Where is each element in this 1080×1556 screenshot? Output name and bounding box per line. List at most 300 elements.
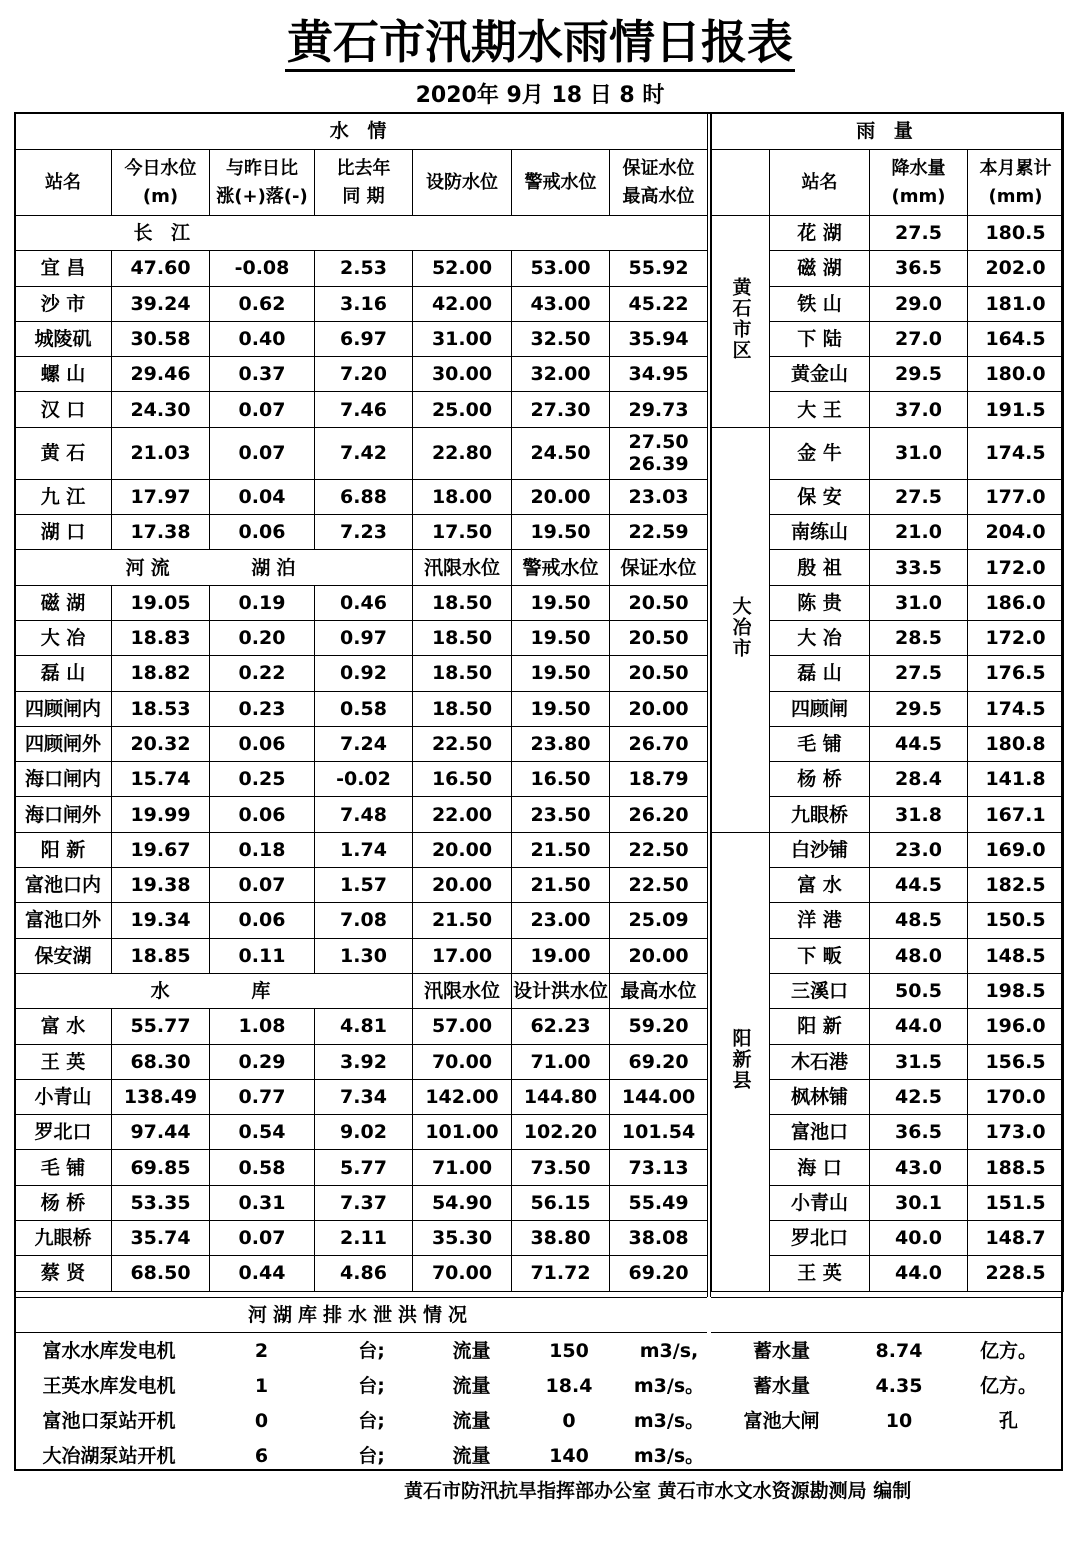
rain-district-name: 大冶市 (729, 595, 752, 659)
water-row (15, 1185, 708, 1220)
water-value: 45.22 (610, 286, 708, 321)
water-value: 18.53 (112, 691, 210, 726)
water-row (15, 691, 708, 726)
water-value: 23.50 (512, 797, 610, 832)
rain-value: 31.0 (870, 427, 968, 479)
water-station-name: 阳 新 (15, 832, 112, 867)
discharge-cell (954, 1438, 1063, 1473)
water-value: 25.00 (413, 392, 512, 427)
rain-value: 198.5 (968, 973, 1064, 1008)
water-row (15, 1044, 708, 1079)
water-value: 0.31 (210, 1185, 315, 1220)
water-value: 6.88 (315, 479, 413, 514)
rain-value: 44.5 (870, 726, 968, 761)
rain-station-name: 罗北口 (770, 1221, 870, 1256)
water-row (15, 832, 708, 867)
discharge-cell: 王英水库发电机 (42, 1374, 176, 1397)
water-value: 22.80 (413, 427, 512, 479)
water-value: 7.23 (315, 515, 413, 550)
water-value: 0.04 (210, 479, 315, 514)
rain-station-name: 四顾闸 (770, 691, 870, 726)
rain-value: 176.5 (968, 656, 1064, 691)
rain-station-name: 南练山 (770, 515, 870, 550)
water-station-name: 宜 昌 (15, 251, 112, 286)
rain-value: 29.5 (870, 357, 968, 392)
rain-section-title: 雨 量 (712, 113, 1064, 150)
discharge-cell: 18.4 (545, 1374, 593, 1397)
water-value: 55.92 (610, 251, 708, 286)
rain-value: 27.5 (870, 656, 968, 691)
water-value: 47.60 (112, 251, 210, 286)
rain-value: 204.0 (968, 515, 1064, 550)
rain-value: 50.5 (870, 973, 968, 1008)
rain-station-name: 大 冶 (770, 620, 870, 655)
water-value: 16.50 (413, 762, 512, 797)
water-value: 97.44 (112, 1115, 210, 1150)
water-station-name: 小青山 (15, 1079, 112, 1114)
water-value: 1.57 (315, 868, 413, 903)
water-value: 4.86 (315, 1256, 413, 1291)
water-value: 7.20 (315, 357, 413, 392)
water-value: 4.81 (315, 1009, 413, 1044)
water-header-3: 比去年 同 期 (315, 150, 413, 216)
water-value: 15.74 (112, 762, 210, 797)
rain-row (712, 216, 1064, 251)
water-value: -0.02 (315, 762, 413, 797)
water-group-header: 汛限水位 (413, 973, 512, 1008)
report-date: 2020年 9月 18 日 8 时 (415, 83, 665, 108)
water-value: 19.50 (512, 620, 610, 655)
discharge-cell: 蓄水量 (752, 1374, 810, 1397)
water-value: 26.20 (610, 797, 708, 832)
water-value: 53.35 (112, 1185, 210, 1220)
rain-value: 202.0 (968, 251, 1064, 286)
water-value: 68.30 (112, 1044, 210, 1079)
rain-district-label (712, 216, 770, 428)
rain-value: 40.0 (870, 1221, 968, 1256)
water-value: 27.50 26.39 (610, 427, 708, 479)
rain-station-name: 磁 湖 (770, 251, 870, 286)
water-value: 22.00 (413, 797, 512, 832)
water-value: 7.24 (315, 726, 413, 761)
water-value: 102.20 (512, 1115, 610, 1150)
rain-station-name: 下 畈 (770, 938, 870, 973)
rain-station-name: 海 口 (770, 1150, 870, 1185)
water-group-label: 长 江 (15, 216, 315, 251)
rain-header-blank (712, 150, 770, 216)
water-value: 25.09 (610, 903, 708, 938)
water-value: 0.06 (210, 726, 315, 761)
discharge-cell: 流量 (452, 1409, 491, 1432)
water-group-header: 保证水位 (610, 550, 708, 585)
rain-value: 173.0 (968, 1115, 1064, 1150)
water-row (15, 656, 708, 691)
water-value: 55.77 (112, 1009, 210, 1044)
rain-value: 43.0 (870, 1150, 968, 1185)
water-value: 18.50 (413, 656, 512, 691)
rain-value: 180.8 (968, 726, 1064, 761)
discharge-cell: 亿方。 (979, 1339, 1037, 1362)
water-value: 18.85 (112, 938, 210, 973)
water-value: 7.42 (315, 427, 413, 479)
rain-station-name: 小青山 (770, 1185, 870, 1220)
water-value: 1.30 (315, 938, 413, 973)
discharge-cell: 孔 (998, 1409, 1018, 1432)
water-value: 0.20 (210, 620, 315, 655)
rain-value: 31.5 (870, 1044, 968, 1079)
rain-header-row (712, 150, 1064, 216)
water-value: 32.50 (512, 321, 610, 356)
water-value: 5.77 (315, 1150, 413, 1185)
discharge-cell: 10 (885, 1409, 913, 1432)
water-row (15, 251, 708, 286)
rain-value: 28.4 (870, 762, 968, 797)
water-value: 19.38 (112, 868, 210, 903)
water-value: 57.00 (413, 1009, 512, 1044)
water-value: 55.49 (610, 1185, 708, 1220)
water-group-header: 最高水位 (610, 973, 708, 1008)
water-value: 70.00 (413, 1256, 512, 1291)
discharge-cell: 140 (549, 1444, 589, 1467)
water-value: 0.07 (210, 868, 315, 903)
water-row (15, 321, 708, 356)
rain-station-name: 陈 贵 (770, 585, 870, 620)
water-value: 59.20 (610, 1009, 708, 1044)
discharge-cell: 蓄水量 (752, 1339, 810, 1362)
water-value: 22.50 (413, 726, 512, 761)
water-value: 0.77 (210, 1079, 315, 1114)
water-station-name: 四顾闸内 (15, 691, 112, 726)
rain-value: 48.0 (870, 938, 968, 973)
water-value: 21.50 (413, 903, 512, 938)
water-value: 2.11 (315, 1221, 413, 1256)
water-value: 18.82 (112, 656, 210, 691)
water-value: 19.99 (112, 797, 210, 832)
discharge-cell: 台; (358, 1374, 385, 1397)
water-value: 17.50 (413, 515, 512, 550)
water-value: 23.00 (512, 903, 610, 938)
rain-station-name: 木石港 (770, 1044, 870, 1079)
water-value: 144.80 (512, 1079, 610, 1114)
rain-value: 30.1 (870, 1185, 968, 1220)
water-value: 69.85 (112, 1150, 210, 1185)
discharge-cell: 流量 (452, 1339, 491, 1362)
water-station-name: 黄 石 (15, 427, 112, 479)
water-station-name: 螺 山 (15, 357, 112, 392)
water-value: 20.50 (610, 585, 708, 620)
water-group-label: 河流 湖泊 (15, 550, 413, 585)
water-value: 1.74 (315, 832, 413, 867)
water-header-1: 今日水位 (m) (112, 150, 210, 216)
water-value: 56.15 (512, 1185, 610, 1220)
water-station-name: 汉 口 (15, 392, 112, 427)
discharge-cell: 富池口泵站开机 (42, 1409, 176, 1432)
rain-value: 172.0 (968, 620, 1064, 655)
water-value: 0.54 (210, 1115, 315, 1150)
water-row (15, 479, 708, 514)
rain-value: 191.5 (968, 392, 1064, 427)
water-value: 26.70 (610, 726, 708, 761)
rain-station-name: 富 水 (770, 868, 870, 903)
water-row (15, 726, 708, 761)
water-row (15, 427, 708, 479)
rain-header-2: 本月累计 (mm) (968, 150, 1064, 216)
water-header-2: 与昨日比 涨(+)落(-) (210, 150, 315, 216)
water-value: 62.23 (512, 1009, 610, 1044)
water-value: 70.00 (413, 1044, 512, 1079)
rain-value: 148.5 (968, 938, 1064, 973)
water-value: 35.74 (112, 1221, 210, 1256)
water-value: 22.59 (610, 515, 708, 550)
water-value: 20.00 (413, 868, 512, 903)
rain-value: 23.0 (870, 832, 968, 867)
water-value: 23.80 (512, 726, 610, 761)
water-value: 24.30 (112, 392, 210, 427)
water-value: 0.62 (210, 286, 315, 321)
discharge-row (14, 1438, 1063, 1473)
water-value: 16.50 (512, 762, 610, 797)
water-row (15, 620, 708, 655)
water-value: 35.30 (413, 1221, 512, 1256)
discharge-cell: 4.35 (875, 1374, 923, 1397)
water-value: 0.40 (210, 321, 315, 356)
water-row (15, 868, 708, 903)
water-value: 29.73 (610, 392, 708, 427)
rain-district-label (712, 427, 770, 832)
discharge-row (14, 1368, 1063, 1403)
rain-table (711, 112, 1064, 1292)
water-value: 52.00 (413, 251, 512, 286)
rain-value: 27.5 (870, 479, 968, 514)
water-station-name: 富池口外 (15, 903, 112, 938)
water-value: 1.08 (210, 1009, 315, 1044)
rain-station-name: 黄金山 (770, 357, 870, 392)
water-value: 71.00 (413, 1150, 512, 1185)
water-value: 138.49 (112, 1079, 210, 1114)
water-group-header: 汛限水位 (413, 550, 512, 585)
rain-value: 181.0 (968, 286, 1064, 321)
water-group-blank (315, 216, 708, 251)
report-title (0, 14, 1080, 70)
rain-value: 186.0 (968, 585, 1064, 620)
water-station-name: 磁 湖 (15, 585, 112, 620)
rain-value: 169.0 (968, 832, 1064, 867)
water-station-name: 湖 口 (15, 515, 112, 550)
water-group-header: 警戒水位 (512, 550, 610, 585)
rain-row (712, 427, 1064, 479)
water-value: 38.08 (610, 1221, 708, 1256)
water-row (15, 1115, 708, 1150)
water-header-row (15, 150, 708, 216)
water-value: 23.03 (610, 479, 708, 514)
water-value: 39.24 (112, 286, 210, 321)
water-value: 7.08 (315, 903, 413, 938)
rain-station-name: 毛 铺 (770, 726, 870, 761)
water-value: 19.50 (512, 691, 610, 726)
water-value: 0.06 (210, 797, 315, 832)
water-station-name: 海口闸内 (15, 762, 112, 797)
water-group-row (15, 550, 708, 585)
discharge-cell: m3/s。 (633, 1409, 705, 1432)
rain-value: 42.5 (870, 1079, 968, 1114)
water-value: 38.80 (512, 1221, 610, 1256)
water-value: 19.50 (512, 515, 610, 550)
rain-station-name: 阳 新 (770, 1009, 870, 1044)
discharge-cell: 台; (358, 1339, 385, 1362)
water-value: 0.11 (210, 938, 315, 973)
water-value: 20.50 (610, 656, 708, 691)
water-value: 101.54 (610, 1115, 708, 1150)
rain-value: 150.5 (968, 903, 1064, 938)
discharge-row (14, 1333, 1063, 1368)
rain-section-row (712, 113, 1064, 150)
water-value: 27.30 (512, 392, 610, 427)
rain-row (712, 832, 1064, 867)
rain-value: 167.1 (968, 797, 1064, 832)
water-station-name: 海口闸外 (15, 797, 112, 832)
water-station-name: 富 水 (15, 1009, 112, 1044)
water-value: 31.00 (413, 321, 512, 356)
rain-station-name: 金 牛 (770, 427, 870, 479)
water-value: 0.92 (315, 656, 413, 691)
discharge-cell (719, 1438, 844, 1473)
water-value: 0.06 (210, 903, 315, 938)
rain-station-name: 白沙铺 (770, 832, 870, 867)
rain-value: 36.5 (870, 1115, 968, 1150)
rain-station-name: 杨 桥 (770, 762, 870, 797)
water-station-name: 大 冶 (15, 620, 112, 655)
water-value: 21.50 (512, 832, 610, 867)
rain-value: 31.0 (870, 585, 968, 620)
water-value: 0.97 (315, 620, 413, 655)
water-row (15, 515, 708, 550)
rain-value: 27.0 (870, 321, 968, 356)
discharge-row (14, 1403, 1063, 1438)
water-value: 101.00 (413, 1115, 512, 1150)
discharge-cell: 台; (358, 1444, 385, 1467)
discharge-cell: 1 (254, 1374, 269, 1397)
rain-value: 48.5 (870, 903, 968, 938)
water-value: 3.92 (315, 1044, 413, 1079)
water-station-name: 罗北口 (15, 1115, 112, 1150)
discharge-cell: 大冶湖泵站开机 (42, 1444, 176, 1467)
water-value: 2.53 (315, 251, 413, 286)
rain-station-name: 三溪口 (770, 973, 870, 1008)
rain-value: 174.5 (968, 427, 1064, 479)
water-value: 3.16 (315, 286, 413, 321)
rain-station-name: 九眼桥 (770, 797, 870, 832)
discharge-cell: 6 (254, 1444, 269, 1467)
water-value: 19.34 (112, 903, 210, 938)
water-value: 34.95 (610, 357, 708, 392)
water-value: -0.08 (210, 251, 315, 286)
water-section-title: 水 情 (15, 113, 708, 150)
water-station-name: 城陵矶 (15, 321, 112, 356)
rain-value: 164.5 (968, 321, 1064, 356)
water-value: 19.50 (512, 585, 610, 620)
discharge-table (14, 1333, 1063, 1473)
water-value: 32.00 (512, 357, 610, 392)
water-group-label: 水 库 (15, 973, 413, 1008)
water-value: 17.97 (112, 479, 210, 514)
discharge-cell: 亿方。 (979, 1374, 1037, 1397)
rain-value: 28.5 (870, 620, 968, 655)
water-value: 69.20 (610, 1256, 708, 1291)
rain-station-name: 王 英 (770, 1256, 870, 1291)
water-header-0: 站名 (15, 150, 112, 216)
rain-station-name: 枫林铺 (770, 1079, 870, 1114)
water-station-name: 沙 市 (15, 286, 112, 321)
water-section-row (15, 113, 708, 150)
water-value: 18.50 (413, 620, 512, 655)
rain-station-name: 花 湖 (770, 216, 870, 251)
water-value: 42.00 (413, 286, 512, 321)
water-value: 20.00 (512, 479, 610, 514)
discharge-cell: 0 (562, 1409, 576, 1432)
rain-value: 180.5 (968, 216, 1064, 251)
water-value: 18.83 (112, 620, 210, 655)
rain-value: 141.8 (968, 762, 1064, 797)
rain-station-name: 富池口 (770, 1115, 870, 1150)
water-value: 73.50 (512, 1150, 610, 1185)
water-value: 17.38 (112, 515, 210, 550)
water-group-row (15, 973, 708, 1008)
water-value: 0.58 (315, 691, 413, 726)
rain-value: 44.0 (870, 1256, 968, 1291)
rain-value: 33.5 (870, 550, 968, 585)
water-row (15, 392, 708, 427)
water-station-name: 毛 铺 (15, 1150, 112, 1185)
rain-value: 44.0 (870, 1009, 968, 1044)
water-value: 6.97 (315, 321, 413, 356)
water-station-name: 九眼桥 (15, 1221, 112, 1256)
water-value: 0.22 (210, 656, 315, 691)
rain-district-label (712, 832, 770, 1291)
water-station-name: 四顾闸外 (15, 726, 112, 761)
water-row (15, 1079, 708, 1114)
rain-value: 156.5 (968, 1044, 1064, 1079)
water-value: 20.32 (112, 726, 210, 761)
rain-value: 44.5 (870, 868, 968, 903)
rain-value: 148.7 (968, 1221, 1064, 1256)
water-value: 20.00 (610, 938, 708, 973)
water-value: 30.00 (413, 357, 512, 392)
water-station-name: 富池口内 (15, 868, 112, 903)
water-value: 0.46 (315, 585, 413, 620)
water-table (14, 112, 708, 1292)
water-row (15, 357, 708, 392)
water-group-row (15, 216, 708, 251)
water-group-header: 设计洪水位 (512, 973, 610, 1008)
rain-value: 180.0 (968, 357, 1064, 392)
water-value: 0.44 (210, 1256, 315, 1291)
discharge-cell: 150 (549, 1339, 589, 1362)
discharge-cell (844, 1438, 954, 1473)
water-value: 7.37 (315, 1185, 413, 1220)
water-value: 19.05 (112, 585, 210, 620)
water-row (15, 585, 708, 620)
water-value: 21.50 (512, 868, 610, 903)
water-row (15, 1221, 708, 1256)
rain-value: 177.0 (968, 479, 1064, 514)
discharge-cell: m3/s, (639, 1339, 699, 1362)
water-value: 0.29 (210, 1044, 315, 1079)
water-value: 29.46 (112, 357, 210, 392)
rain-value: 228.5 (968, 1256, 1064, 1291)
report-title-text: 黄石市汛期水雨情日报表 (285, 15, 795, 72)
water-value: 144.00 (610, 1079, 708, 1114)
rain-value: 174.5 (968, 691, 1064, 726)
